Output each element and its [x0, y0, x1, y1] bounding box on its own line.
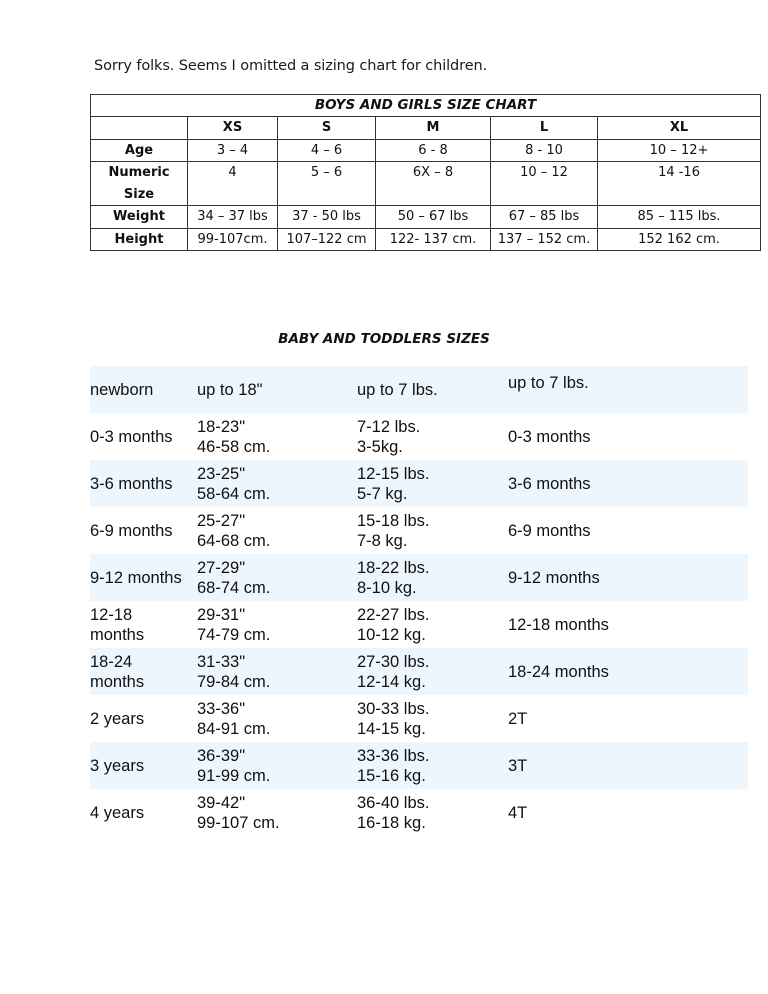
weight-cell: 36-40 lbs. 16-18 kg.: [357, 793, 430, 832]
height-cell: 23-25" 58-64 cm.: [197, 464, 271, 503]
height-cell: up to 18": [197, 380, 263, 399]
table-cell: 85 – 115 lbs.: [598, 206, 761, 229]
height-cell: 27-29" 68-74 cm.: [197, 558, 271, 597]
table-row: [91, 206, 761, 229]
label-cell: 18-24 months: [508, 662, 609, 681]
row-label: Numeric Size: [91, 162, 188, 206]
table-row: [90, 413, 748, 460]
label-cell: 0-3 months: [508, 427, 591, 446]
height-cell: 33-36" 84-91 cm.: [197, 699, 271, 738]
table-row: [90, 507, 748, 554]
label-cell: 3-6 months: [508, 474, 591, 493]
baby-chart-title: BABY AND TODDLERS SIZES: [278, 331, 490, 347]
height-cell: 36-39" 91-99 cm.: [197, 746, 271, 785]
table-row: [90, 601, 748, 648]
table-cell: 37 - 50 lbs: [278, 206, 376, 229]
table-row: [90, 366, 748, 413]
label-cell: 12-18 months: [508, 615, 609, 634]
table-cell: 8 - 10: [491, 139, 598, 162]
table-cell: 99-107cm.: [188, 228, 278, 251]
size-cell: 2 years: [90, 709, 145, 728]
kids-chart-title: BOYS AND GIRLS SIZE CHART: [91, 95, 761, 117]
table-row: [90, 554, 748, 601]
label-cell: 2T: [508, 709, 528, 728]
weight-cell: 7-12 lbs. 3-5kg.: [357, 417, 421, 456]
table-cell: 107–122 cm: [278, 228, 376, 251]
table-row: [90, 460, 748, 507]
label-cell: 4T: [508, 803, 528, 822]
size-cell: 9-12 months: [90, 568, 182, 587]
row-label: Height: [91, 228, 188, 251]
label-cell: 6-9 months: [508, 521, 591, 540]
table-cell: 4 – 6: [278, 139, 376, 162]
label-cell: up to 7 lbs.: [508, 374, 589, 392]
size-cell: 0-3 months: [90, 427, 173, 446]
table-row: [90, 742, 748, 789]
table-cell: 137 – 152 cm.: [491, 228, 598, 251]
size-cell: 18-24 months: [90, 652, 145, 691]
table-row: [90, 789, 748, 836]
size-cell: 3-6 months: [90, 474, 173, 493]
table-row: [90, 648, 748, 695]
table-cell: 5 – 6: [278, 162, 376, 206]
label-cell: 3T: [508, 756, 528, 775]
table-row: [90, 695, 748, 742]
size-header-row: [91, 117, 761, 140]
table-cell: 10 – 12: [491, 162, 598, 206]
table-cell: 50 – 67 lbs: [376, 206, 491, 229]
size-cell: newborn: [90, 380, 154, 399]
table-cell: 4: [188, 162, 278, 206]
size-header: M: [376, 117, 491, 140]
size-header: XS: [188, 117, 278, 140]
weight-cell: 12-15 lbs. 5-7 kg.: [357, 464, 430, 503]
weight-cell: 30-33 lbs. 14-15 kg.: [357, 699, 430, 738]
table-cell: 152 162 cm.: [598, 228, 761, 251]
size-cell: 6-9 months: [90, 521, 173, 540]
size-header: L: [491, 117, 598, 140]
size-cell: 3 years: [90, 756, 145, 775]
table-row: [91, 228, 761, 251]
baby-size-table: [90, 366, 748, 836]
height-cell: 25-27" 64-68 cm.: [197, 511, 271, 550]
boys-girls-size-table: [90, 94, 761, 251]
size-cell: 4 years: [90, 803, 145, 822]
weight-cell: 15-18 lbs. 7-8 kg.: [357, 511, 430, 550]
row-label: Age: [91, 139, 188, 162]
weight-cell: 22-27 lbs. 10-12 kg.: [357, 605, 430, 644]
weight-cell: 33-36 lbs. 15-16 kg.: [357, 746, 430, 785]
height-cell: 31-33" 79-84 cm.: [197, 652, 271, 691]
table-row: [91, 139, 761, 162]
height-cell: 39-42" 99-107 cm.: [197, 793, 280, 832]
height-cell: 29-31" 74-79 cm.: [197, 605, 271, 644]
weight-cell: 18-22 lbs. 8-10 kg.: [357, 558, 430, 597]
size-header: XL: [598, 117, 761, 140]
weight-cell: 27-30 lbs. 12-14 kg.: [357, 652, 430, 691]
table-cell: 67 – 85 lbs: [491, 206, 598, 229]
weight-cell: up to 7 lbs.: [357, 380, 438, 399]
size-cell: 12-18 months: [90, 605, 145, 644]
intro-text: Sorry folks. Seems I omitted a sizing chart for children.: [94, 58, 488, 74]
table-cell: 6 - 8: [376, 139, 491, 162]
table-cell: 10 – 12+: [598, 139, 761, 162]
size-header: S: [278, 117, 376, 140]
table-cell: 6X – 8: [376, 162, 491, 206]
table-cell: 3 – 4: [188, 139, 278, 162]
table-row: [91, 162, 761, 206]
table-cell: 34 – 37 lbs: [188, 206, 278, 229]
table-cell: 14 -16: [598, 162, 761, 206]
row-label: Weight: [91, 206, 188, 229]
table-cell: 122- 137 cm.: [376, 228, 491, 251]
corner-cell: [91, 117, 188, 140]
label-cell: 9-12 months: [508, 568, 600, 587]
height-cell: 18-23" 46-58 cm.: [197, 417, 271, 456]
